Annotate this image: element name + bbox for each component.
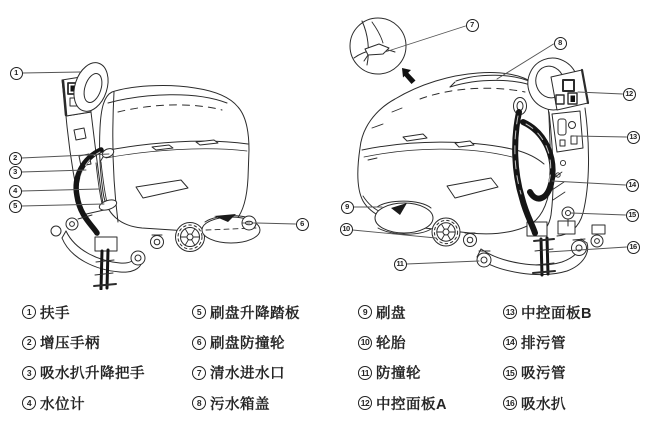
legend-label: 扶手 xyxy=(40,305,70,322)
legend-label: 排污管 xyxy=(521,336,566,353)
legend-label: 清水进水口 xyxy=(210,366,285,383)
legend-number: 6 xyxy=(192,336,206,350)
legend-label: 吸水扒 xyxy=(521,396,566,413)
legend-label: 吸水扒升降把手 xyxy=(40,366,145,383)
callout-4: 4 xyxy=(9,185,22,198)
legend-item xyxy=(192,388,300,418)
legend-item xyxy=(22,297,145,327)
legend-label: 中控面板A xyxy=(376,396,447,413)
legend-label: 增压手柄 xyxy=(40,336,100,353)
callout-2: 2 xyxy=(9,152,22,165)
legend-number: 9 xyxy=(358,305,372,319)
legend-number: 7 xyxy=(192,366,206,380)
legend-column-1 xyxy=(22,297,145,419)
legend-label: 刷盘防撞轮 xyxy=(210,336,285,353)
legend-number: 12 xyxy=(358,396,372,410)
legend-number: 14 xyxy=(503,336,517,350)
callout-1: 1 xyxy=(10,67,23,80)
callout-5: 5 xyxy=(9,200,22,213)
legend-item xyxy=(192,358,300,388)
legend-number: 16 xyxy=(503,396,517,410)
legend-item xyxy=(503,297,592,327)
legend-column-4 xyxy=(503,297,592,419)
legend-label: 污水箱盖 xyxy=(210,396,270,413)
legend-number: 8 xyxy=(192,396,206,410)
legend-number: 13 xyxy=(503,305,517,319)
callout-3: 3 xyxy=(9,166,22,179)
callout-11: 11 xyxy=(394,258,407,271)
legend-label: 刷盘 xyxy=(376,305,406,322)
legend-label: 防撞轮 xyxy=(376,366,421,383)
legend-item xyxy=(192,327,300,357)
right-machine-drawing xyxy=(350,18,605,275)
legend-number: 1 xyxy=(22,305,36,319)
legend-number: 3 xyxy=(22,366,36,380)
legend-label: 中控面板B xyxy=(521,305,592,322)
callout-12: 12 xyxy=(623,88,636,101)
legend-number: 4 xyxy=(22,396,36,410)
magnifier-arrow xyxy=(402,68,416,84)
legend-item xyxy=(358,358,447,388)
legend-item xyxy=(503,358,592,388)
legend-item xyxy=(22,358,145,388)
callout-15: 15 xyxy=(626,209,639,222)
legend-item xyxy=(358,327,447,357)
left-machine-drawing xyxy=(51,58,260,289)
legend-label: 轮胎 xyxy=(376,336,406,353)
callout-8: 8 xyxy=(554,37,567,50)
legend-item xyxy=(358,388,447,418)
callout-6: 6 xyxy=(296,218,309,231)
legend-item xyxy=(22,388,145,418)
legend-label: 水位计 xyxy=(40,396,85,413)
legend-number: 10 xyxy=(358,336,372,350)
legend-label: 刷盘升降踏板 xyxy=(210,305,300,322)
legend-number: 2 xyxy=(22,336,36,350)
legend-item xyxy=(503,388,592,418)
legend-item xyxy=(192,297,300,327)
legend-label: 吸污管 xyxy=(521,366,566,383)
callout-9: 9 xyxy=(341,201,354,214)
legend-number: 5 xyxy=(192,305,206,319)
legend-column-2 xyxy=(192,297,300,419)
callout-16: 16 xyxy=(627,241,640,254)
callout-10: 10 xyxy=(340,223,353,236)
legend-item xyxy=(22,327,145,357)
legend-item xyxy=(358,297,447,327)
callout-7: 7 xyxy=(466,19,479,32)
legend-number: 15 xyxy=(503,366,517,380)
callout-14: 14 xyxy=(626,179,639,192)
callout-13: 13 xyxy=(627,131,640,144)
legend-item xyxy=(503,327,592,357)
legend-column-3 xyxy=(358,297,447,419)
legend-number: 11 xyxy=(358,366,372,380)
